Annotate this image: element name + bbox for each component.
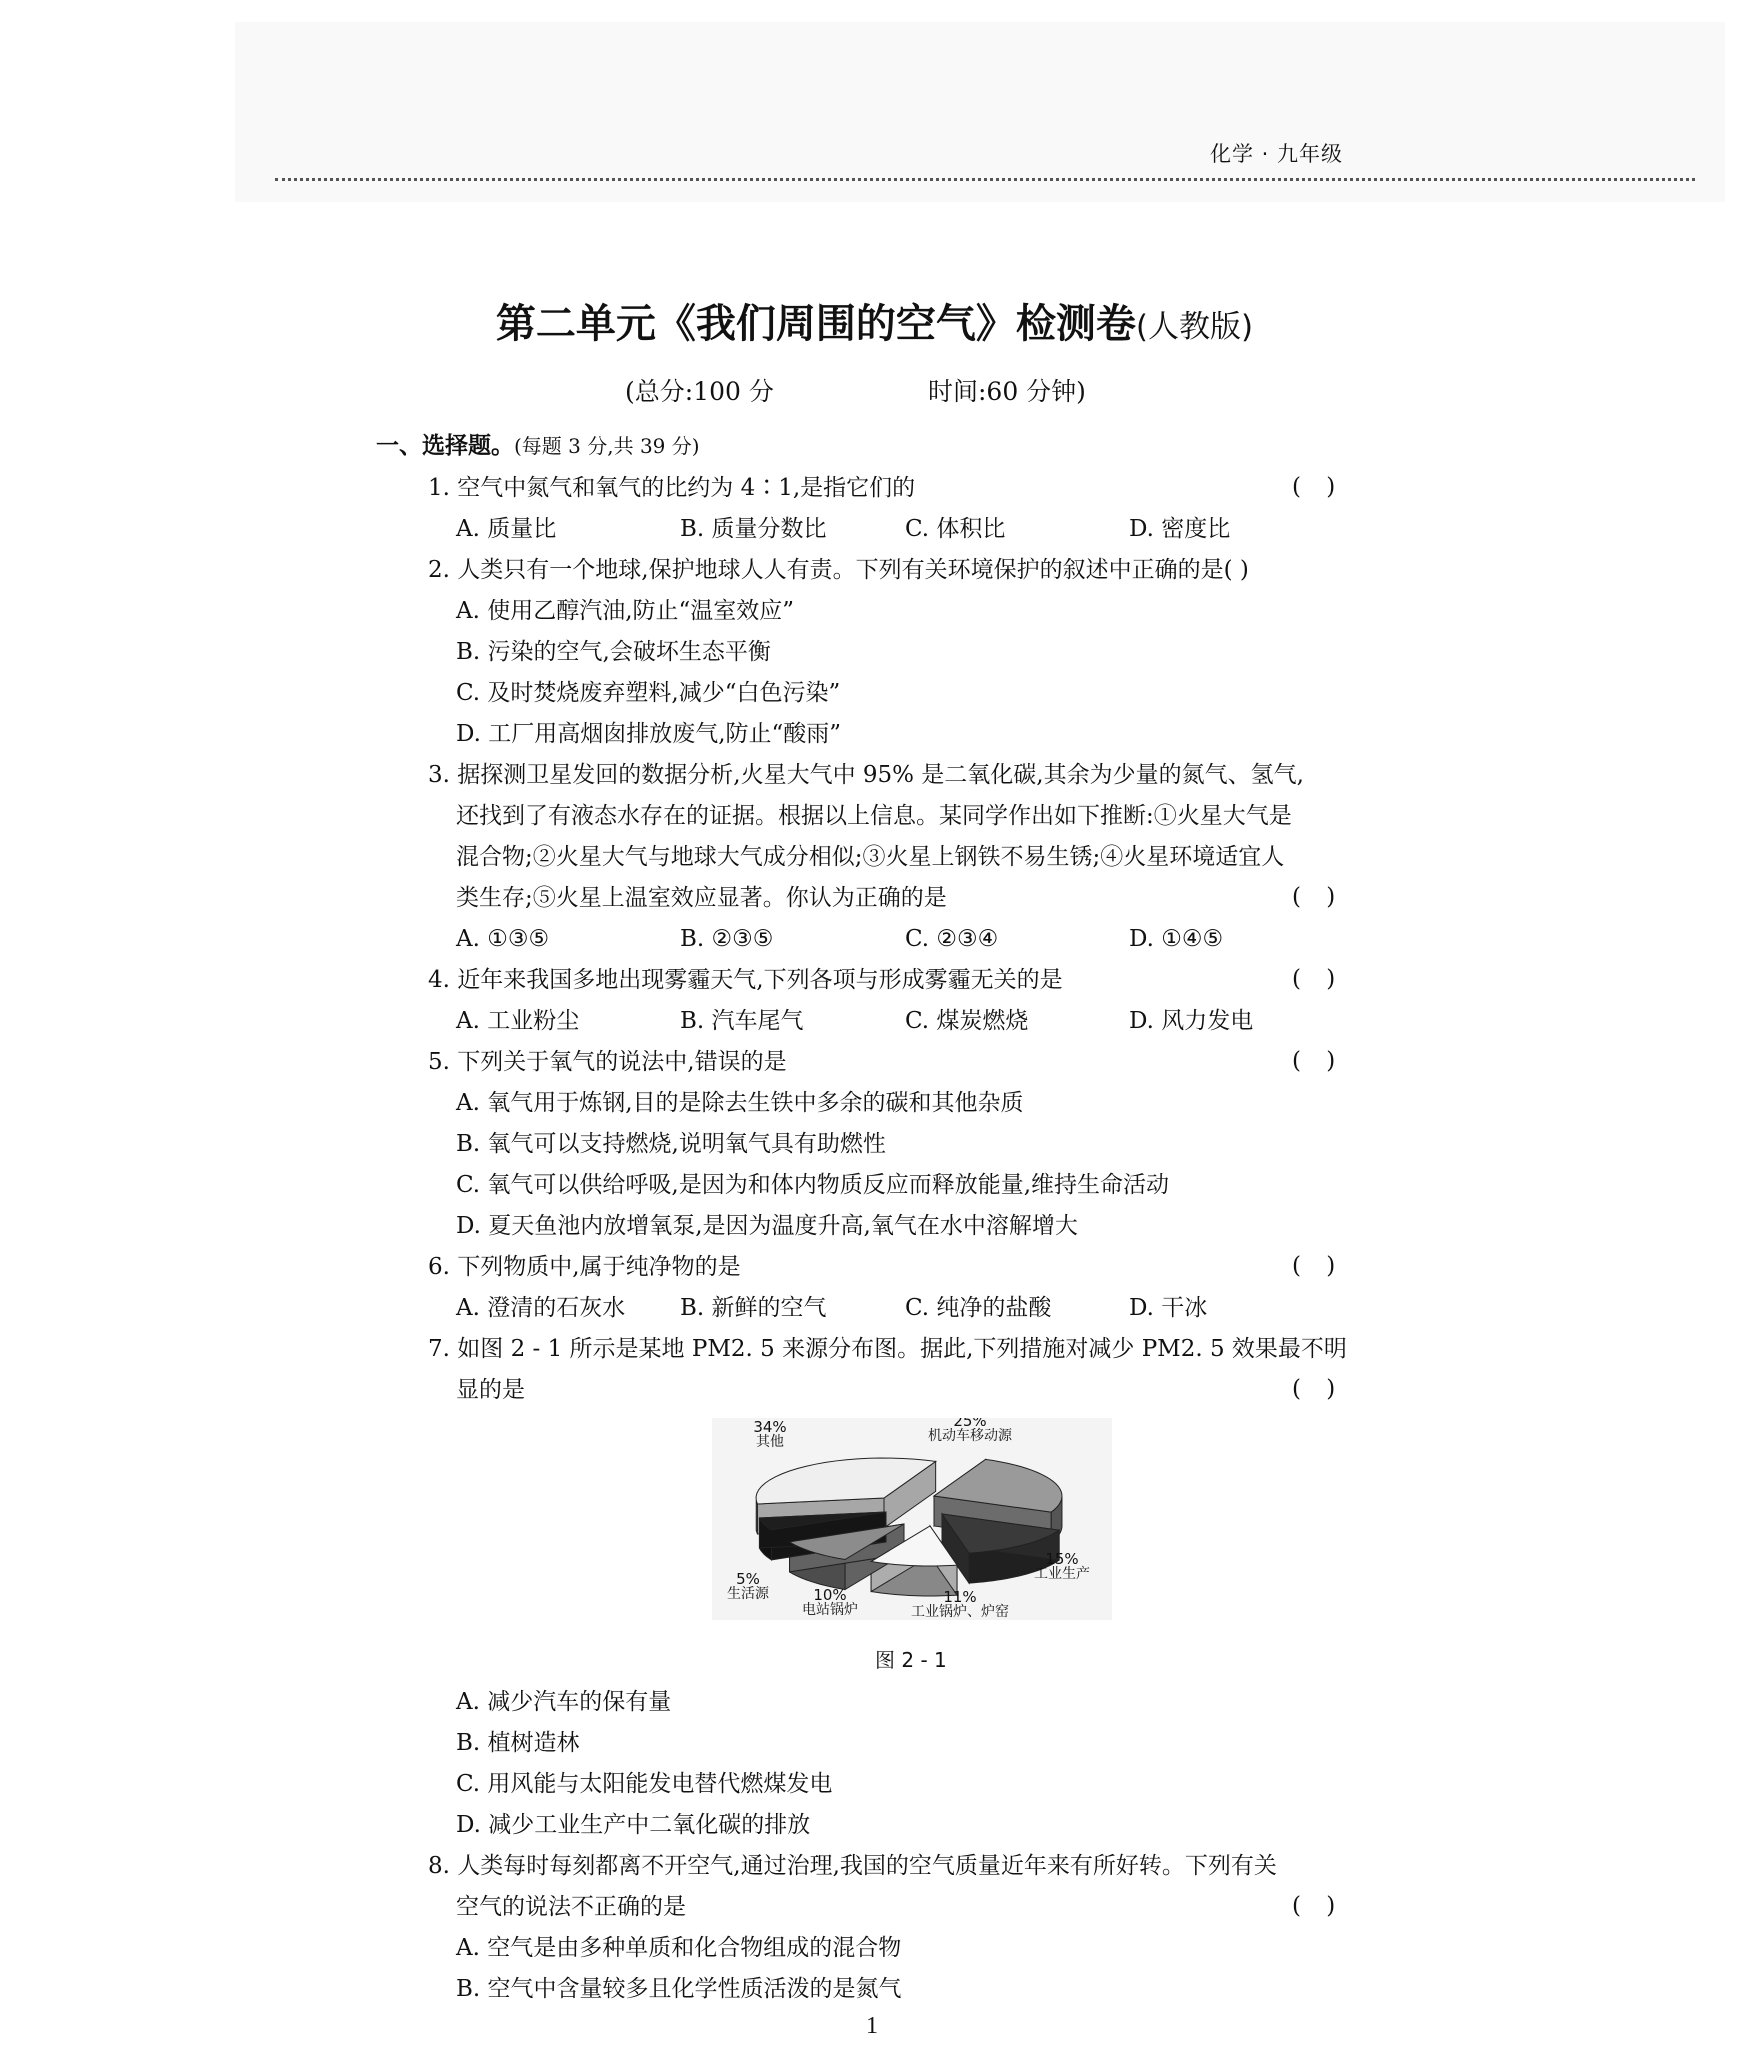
title-edition: (人教版): [1135, 309, 1254, 345]
question-3-stem-line1: 3. 据探测卫星发回的数据分析,火星大气中 95% 是二氧化碳,其余为少量的氮气、氢气,: [428, 762, 1304, 788]
question-3-stem-line4: 类生存;⑤火星上温室效应显著。你认为正确的是: [456, 885, 947, 911]
question-8-stem-line2: 空气的说法不正确的是: [456, 1894, 686, 1920]
q7-option-d: D. 减少工业生产中二氧化碳的排放: [456, 1812, 811, 1838]
q4-option-c: C. 煤炭燃烧: [905, 1008, 1029, 1034]
q5-option-a: A. 氧气用于炼钢,目的是除去生铁中多余的碳和其他杂质: [456, 1090, 1024, 1116]
title-main: 第二单元《我们周围的空气》检测卷: [495, 301, 1136, 347]
answer-blank-7[interactable]: ( ): [1292, 1376, 1336, 1402]
pie-pct-label-3: 15%: [1045, 1550, 1079, 1568]
pie-source-label-5: 电站锅炉: [802, 1602, 858, 1618]
pie-chart-svg: [712, 1418, 1112, 1620]
pie-pct-label-6: 5%: [736, 1570, 760, 1588]
answer-blank-1[interactable]: ( ): [1292, 474, 1336, 500]
q8-option-b: B. 空气中含量较多且化学性质活泼的是氮气: [456, 1976, 902, 2002]
question-1-stem: 1. 空气中氮气和氧气的比约为 4∶1,是指它们的: [428, 475, 916, 501]
pm25-pie-chart-figure: [712, 1418, 1112, 1620]
question-3-stem-line3: 混合物;②火星大气与地球大气成分相似;③火星上钢铁不易生锈;④火星环境适宜人: [456, 844, 1285, 870]
q6-option-a: A. 澄清的石灰水: [456, 1295, 626, 1321]
question-5-stem: 5. 下列关于氧气的说法中,错误的是: [428, 1049, 787, 1075]
q2-option-a: A. 使用乙醇汽油,防止“温室效应”: [456, 598, 795, 624]
subject-label: 化学 · 九年级: [1210, 142, 1344, 166]
pie-pct-label-2: 25%: [953, 1418, 987, 1430]
question-8-stem-line1: 8. 人类每时每刻都离不开空气,通过治理,我国的空气质量近年来有所好转。下列有关: [428, 1853, 1277, 1879]
q5-option-d: D. 夏天鱼池内放增氧泵,是因为温度升高,氧气在水中溶解增大: [456, 1213, 1078, 1239]
header-divider: [275, 178, 1695, 181]
page-title: [0, 292, 1749, 349]
q6-option-b: B. 新鲜的空气: [680, 1295, 827, 1321]
q7-option-c: C. 用风能与太阳能发电替代燃煤发电: [456, 1771, 833, 1797]
total-score: (总分:100 分: [625, 377, 774, 406]
pie-source-label-2: 机动车移动源: [928, 1428, 1012, 1444]
time-limit: 时间:60 分钟): [928, 377, 1086, 406]
section-heading: [376, 432, 700, 460]
section-note: (每题 3 分,共 39 分): [514, 434, 700, 458]
answer-blank-4[interactable]: ( ): [1292, 966, 1336, 992]
q5-option-c: C. 氧气可以供给呼吸,是因为和体内物质反应而释放能量,维持生命活动: [456, 1172, 1170, 1198]
q3-option-b: B. ②③⑤: [680, 926, 774, 952]
section-label: 一、选择题。: [376, 433, 514, 459]
answer-blank-8[interactable]: ( ): [1292, 1893, 1336, 1919]
q5-option-b: B. 氧气可以支持燃烧,说明氧气具有助燃性: [456, 1131, 886, 1157]
q2-option-c: C. 及时焚烧废弃塑料,减少“白色污染”: [456, 680, 841, 706]
question-6-stem: 6. 下列物质中,属于纯净物的是: [428, 1254, 741, 1280]
pie-source-label-1: 其他: [756, 1434, 784, 1450]
q7-option-b: B. 植树造林: [456, 1730, 580, 1756]
pie-pct-label-1: 34%: [753, 1418, 787, 1436]
header-band: [235, 22, 1725, 202]
q3-option-c: C. ②③④: [905, 926, 999, 952]
pie-source-label-6: 生活源: [727, 1586, 769, 1602]
q2-option-b: B. 污染的空气,会破坏生态平衡: [456, 639, 771, 665]
question-2-stem: 2. 人类只有一个地球,保护地球人人有责。下列有关环境保护的叙述中正确的是( ): [428, 557, 1249, 583]
question-3-stem-line2: 还找到了有液态水存在的证据。根据以上信息。某同学作出如下推断:①火星大气是: [456, 803, 1292, 829]
pie-source-label-3: 工业生产: [1034, 1566, 1090, 1582]
q1-option-b: B. 质量分数比: [680, 516, 827, 542]
pie-pct-label-4: 11%: [943, 1588, 977, 1606]
q3-option-a: A. ①③⑤: [456, 926, 550, 952]
pie-pct-label-5: 10%: [813, 1586, 847, 1604]
answer-blank-5[interactable]: ( ): [1292, 1048, 1336, 1074]
question-4-stem: 4. 近年来我国多地出现雾霾天气,下列各项与形成雾霾无关的是: [428, 967, 1063, 993]
q1-option-d: D. 密度比: [1129, 516, 1231, 542]
question-7-stem-line1: 7. 如图 2 - 1 所示是某地 PM2. 5 来源分布图。据此,下列措施对减少 PM2. 5 效果最不明: [428, 1336, 1347, 1362]
q3-option-d: D. ①④⑤: [1129, 926, 1224, 952]
answer-blank-6[interactable]: ( ): [1292, 1253, 1336, 1279]
q2-option-d: D. 工厂用高烟囱排放废气,防止“酸雨”: [456, 721, 842, 747]
q1-option-c: C. 体积比: [905, 516, 1006, 542]
q4-option-b: B. 汽车尾气: [680, 1008, 804, 1034]
q8-option-a: A. 空气是由多种单质和化合物组成的混合物: [456, 1935, 902, 1961]
q7-option-a: A. 减少汽车的保有量: [456, 1689, 672, 1715]
q4-option-d: D. 风力发电: [1129, 1008, 1254, 1034]
pie-source-label-4: 工业锅炉、炉窑: [911, 1604, 1009, 1620]
q1-option-a: A. 质量比: [456, 516, 557, 542]
figure-caption: 图 2 - 1: [875, 1648, 947, 1672]
question-7-stem-line2: 显的是: [456, 1377, 525, 1403]
page-number: 1: [866, 2013, 878, 2039]
q4-option-a: A. 工业粉尘: [456, 1008, 580, 1034]
q6-option-d: D. 干冰: [1129, 1295, 1208, 1321]
answer-blank-3[interactable]: ( ): [1292, 884, 1336, 910]
q6-option-c: C. 纯净的盐酸: [905, 1295, 1052, 1321]
